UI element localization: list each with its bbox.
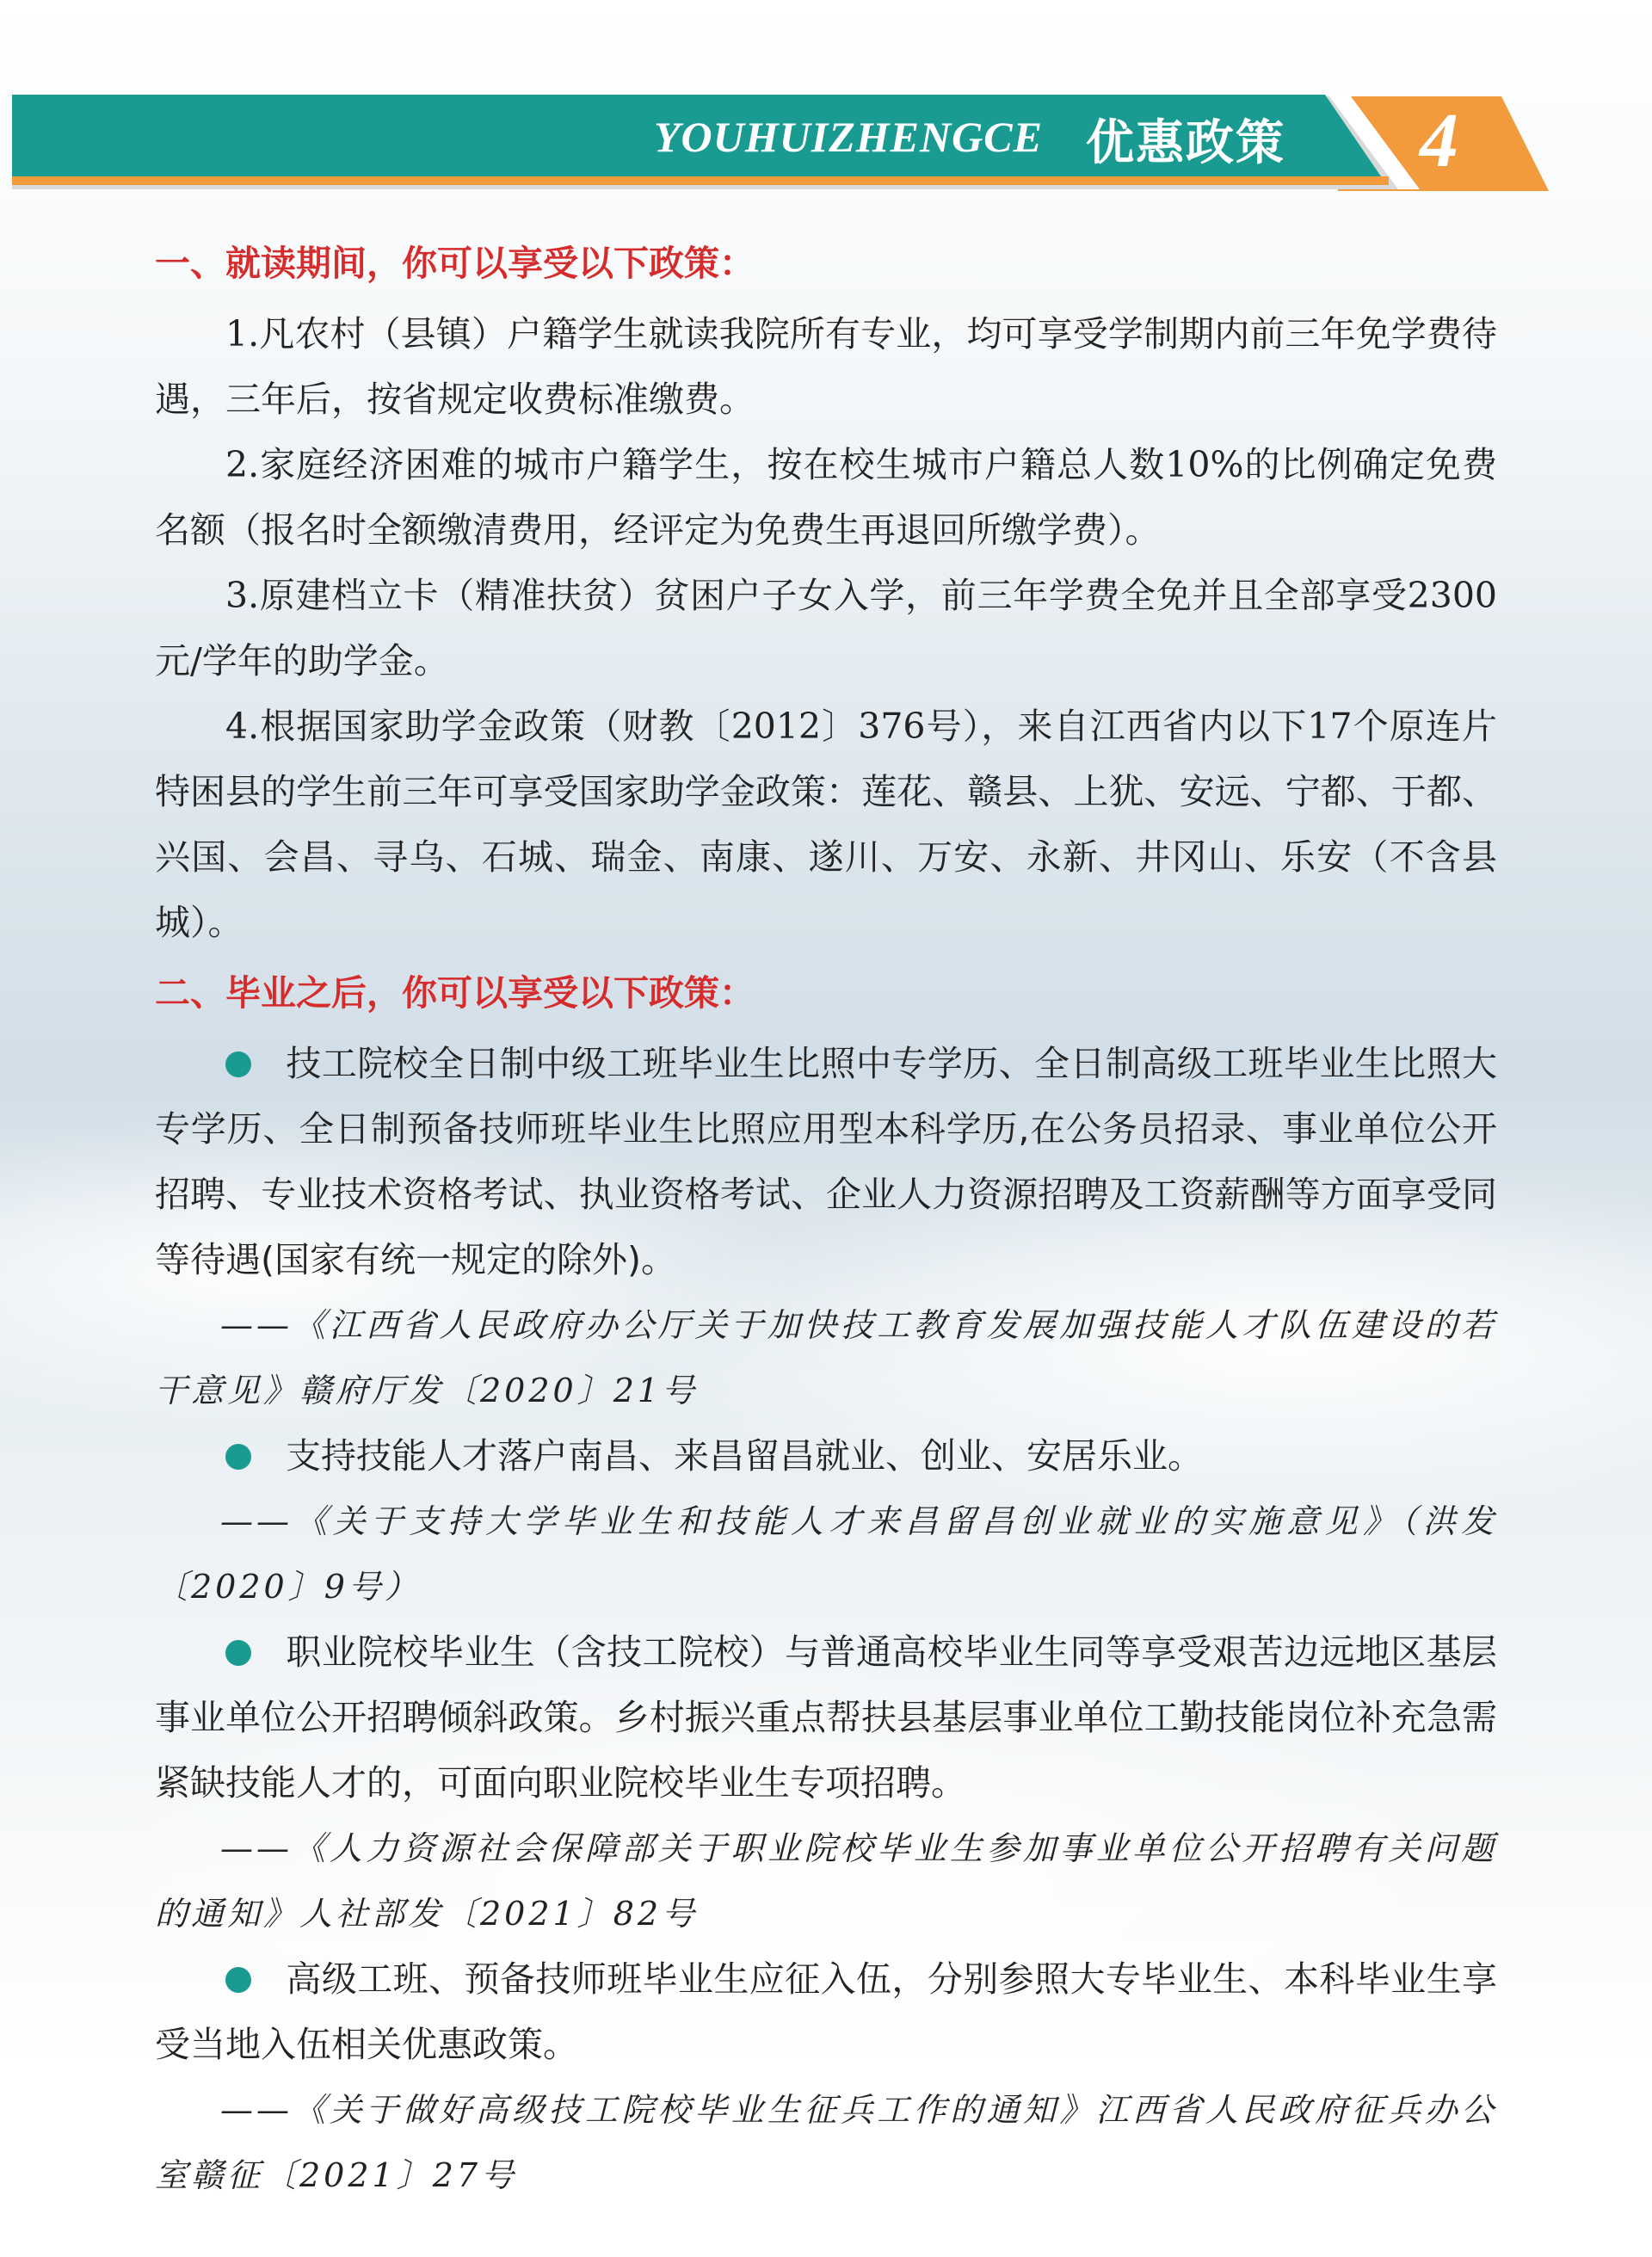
section1-title: 一、就读期间，你可以享受以下政策： [155,243,755,284]
policy-2-source: ——《关于支持大学毕业生和技能人才来昌留昌创业就业的实施意见》（洪发〔2020〕9号） [155,1502,1497,1606]
header-title-cn: 优惠政策 [1086,115,1285,171]
section1-item-3: 3.原建档立卡（精准扶贫）贫困户子女入学，前三年学费全免并且全部享受2300元/学年的助学金。 [155,575,1497,681]
policy-3-source: ——《人力资源社会保障部关于职业院校毕业生参加事业单位公开招聘有关问题的通知》人社部发〔2021〕82号 [155,1829,1497,1933]
page-number: 4 [1420,98,1458,183]
policy-3 [155,1619,1497,1816]
policy-1-source: ——《江西省人民政府办公厅关于加快技工教育发展加强技能人才队伍建设的若干意见》赣府厅发〔2020〕21号 [155,1306,1497,1409]
section2-title: 二、毕业之后，你可以享受以下政策： [155,972,755,1014]
section1-item-2: 2.家庭经济困难的城市户籍学生，按在校生城市户籍总人数10%的比例确定免费名额（报名时全额缴清费用，经评定为免费生再退回所缴学费）。 [155,444,1497,551]
policy-4-text: 高级工班、预备技师班毕业生应征入伍，分别参照大专毕业生、本科毕业生享受当地入伍相关优惠政策。 [155,1958,1497,2065]
policy-2-text: 支持技能人才落户南昌、来昌留昌就业、创业、安居乐业。 [286,1435,1203,1477]
section1-item-4: 4.根据国家助学金政策（财教〔2012〕376号），来自江西省内以下17个原连片特困县的学生前三年可享受国家助学金政策：莲花、赣县、上犹、安远、宁都、于都、兴国、会昌、寻乌、石城、瑞金、南康、遂川、万安、永新、井冈山、乐安（不含县城）。 [155,706,1497,943]
policy-3-text: 职业院校毕业生（含技工院校）与普通高校毕业生同等享受艰苦边远地区基层事业单位公开招聘倾斜政策。乡村振兴重点帮扶县基层事业单位工勤技能岗位补充急需紧缺技能人才的，可面向职业院校毕业生专项招聘。 [155,1631,1497,1804]
bullet-icon [225,1051,251,1077]
policy-1-text: 技工院校全日制中级工班毕业生比照中专学历、全日制高级工班毕业生比照大专学历、全日制预备技师班毕业生比照应用型本科学历,在公务员招录、事业单位公开招聘、专业技术资格考试、执业资格考试、企业人力资源招聘及工资薪酬等方面享受同等待遇(国家有统一规定的除外)。 [155,1043,1497,1280]
policy-1 [155,1031,1497,1292]
section1-item-1: 1.凡农村（县镇）户籍学生就读我院所有专业，均可享受学制期内前三年免学费待遇，三年后，按省规定收费标准缴费。 [155,313,1497,420]
orange-underline [12,176,1389,185]
bullet-icon [225,1444,251,1470]
policy-4 [155,1946,1497,2077]
bullet-icon [225,1640,251,1666]
header-title-en: YOUHUIZHENGCE [654,113,1043,161]
policy-2 [155,1423,1497,1489]
bullet-icon [225,1967,251,1993]
page-content [155,237,1497,2208]
banner-shapes [0,0,1652,207]
policy-4-source: ——《关于做好高级技工院校毕业生征兵工作的通知》江西省人民政府征兵办公室赣征〔2021〕27号 [155,2091,1497,2194]
header-banner [0,0,1652,207]
